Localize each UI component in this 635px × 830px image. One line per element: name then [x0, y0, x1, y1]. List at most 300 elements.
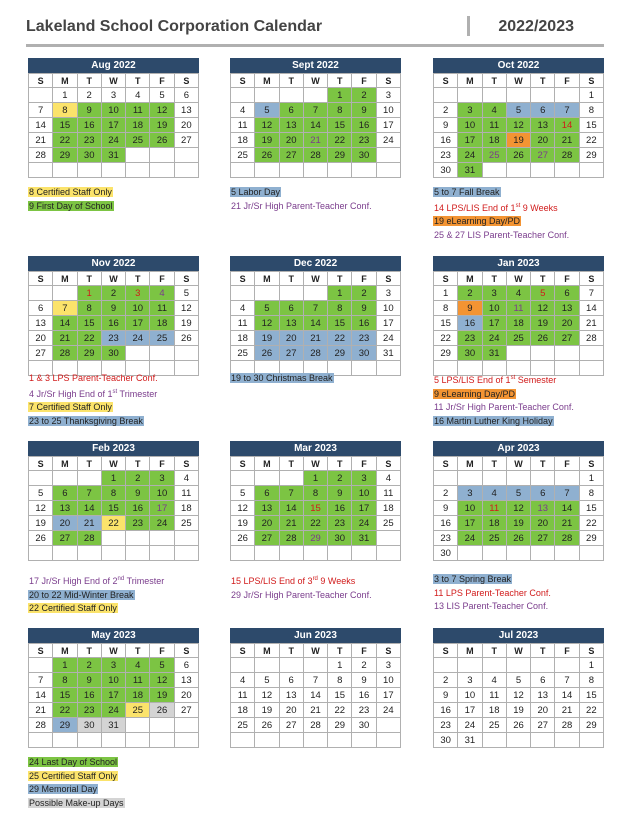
day-cell: 1: [53, 88, 77, 103]
day-cell: 24: [376, 703, 400, 718]
week-row: [29, 148, 199, 163]
note-text: 5 Labor Day: [231, 187, 281, 197]
day-cell: 7: [303, 103, 327, 118]
month-title: Feb 2023: [28, 441, 199, 456]
weekday-header: T: [531, 272, 555, 286]
empty-day-cell: [279, 733, 303, 748]
calendar-note: [28, 589, 228, 603]
weekday-header: F: [555, 74, 579, 88]
weekday-header: S: [174, 74, 198, 88]
day-cell: 28: [555, 718, 579, 733]
month-dec-2022: [230, 256, 401, 376]
day-cell: 18: [150, 316, 174, 331]
week-row: [434, 118, 604, 133]
empty-day-cell: [458, 88, 482, 103]
day-cell: 16: [458, 316, 482, 331]
day-cell: 16: [101, 316, 125, 331]
empty-day-cell: [231, 163, 255, 178]
note-text: 20 to 22 Mid-Winter Break: [29, 589, 134, 600]
week-row: [231, 733, 401, 748]
calendar-note: [433, 388, 633, 402]
day-cell: 28: [303, 148, 327, 163]
day-cell: 21: [555, 133, 579, 148]
week-row: [231, 546, 401, 561]
day-cell: 13: [53, 501, 77, 516]
day-cell: 10: [458, 501, 482, 516]
weekday-header: S: [29, 272, 53, 286]
day-cell: 11: [376, 486, 400, 501]
day-cell: 9: [77, 103, 101, 118]
weekday-header: M: [53, 644, 77, 658]
notes-nov: [28, 372, 228, 428]
note-text: 9 eLearning Day/PD: [434, 388, 516, 399]
day-cell: 20: [531, 703, 555, 718]
day-cell: 1: [77, 286, 101, 301]
note-text: 9 First Day of School: [29, 200, 113, 211]
calendar-note: [230, 589, 430, 603]
weekday-header: T: [77, 644, 101, 658]
week-row: [29, 133, 199, 148]
calendar-note: [433, 372, 633, 388]
day-cell: 1: [303, 471, 327, 486]
calendar-note: [433, 229, 633, 243]
notes-oct: [433, 186, 633, 242]
day-cell: 21: [29, 133, 53, 148]
week-row: [231, 673, 401, 688]
empty-day-cell: [376, 148, 400, 163]
day-cell: 14: [555, 501, 579, 516]
month-grid: [433, 271, 604, 376]
day-cell: 12: [255, 688, 279, 703]
week-row: [231, 486, 401, 501]
day-cell: 26: [150, 133, 174, 148]
weekday-header: M: [53, 272, 77, 286]
weekday-header: F: [352, 272, 376, 286]
day-cell: 24: [126, 331, 150, 346]
empty-day-cell: [434, 471, 458, 486]
weekday-header: S: [231, 457, 255, 471]
month-may-2023: [28, 628, 199, 748]
note-text: 23 to 25 Thanksgiving Break: [29, 415, 143, 426]
weekday-header: T: [531, 644, 555, 658]
notes-aug: [28, 186, 228, 213]
week-row: [434, 501, 604, 516]
notes-sep: [230, 186, 430, 213]
day-cell: 17: [101, 688, 125, 703]
day-cell: 12: [150, 103, 174, 118]
day-cell: 4: [482, 486, 506, 501]
day-cell: 5: [150, 658, 174, 673]
day-cell: 12: [174, 301, 198, 316]
day-cell: 6: [174, 88, 198, 103]
empty-day-cell: [150, 346, 174, 361]
empty-day-cell: [531, 471, 555, 486]
day-cell: 27: [255, 531, 279, 546]
day-cell: 28: [29, 718, 53, 733]
day-cell: 25: [231, 346, 255, 361]
day-cell: 22: [328, 331, 352, 346]
day-cell: 27: [174, 703, 198, 718]
empty-day-cell: [150, 718, 174, 733]
day-cell: 18: [126, 688, 150, 703]
day-cell: 5: [506, 103, 530, 118]
week-row: [434, 331, 604, 346]
calendar-note: [433, 600, 633, 614]
day-cell: 5: [506, 673, 530, 688]
day-cell: 9: [434, 501, 458, 516]
day-cell: 9: [434, 118, 458, 133]
day-cell: 17: [482, 316, 506, 331]
day-cell: 20: [279, 331, 303, 346]
weekday-header: T: [279, 457, 303, 471]
day-cell: 1: [579, 88, 603, 103]
day-cell: 20: [531, 133, 555, 148]
weekday-header: T: [531, 457, 555, 471]
empty-day-cell: [482, 546, 506, 561]
weekday-header: T: [531, 74, 555, 88]
empty-day-cell: [531, 88, 555, 103]
week-row: [231, 718, 401, 733]
weekday-header: T: [482, 644, 506, 658]
week-row: [434, 163, 604, 178]
day-cell: 31: [458, 163, 482, 178]
week-row: [434, 471, 604, 486]
day-cell: 19: [174, 316, 198, 331]
day-cell: 7: [555, 673, 579, 688]
day-cell: 3: [126, 286, 150, 301]
day-cell: 26: [506, 531, 530, 546]
day-cell: 11: [231, 118, 255, 133]
day-cell: 22: [53, 703, 77, 718]
day-cell: 25: [150, 331, 174, 346]
day-cell: 15: [328, 118, 352, 133]
day-cell: 5: [531, 286, 555, 301]
day-cell: 21: [303, 133, 327, 148]
note-text: 11 LPS Parent-Teacher Conf.: [434, 587, 551, 598]
day-cell: 5: [231, 486, 255, 501]
day-cell: 6: [255, 486, 279, 501]
day-cell: 31: [376, 346, 400, 361]
day-cell: 29: [579, 718, 603, 733]
day-cell: 8: [101, 486, 125, 501]
month-title: Dec 2022: [230, 256, 401, 271]
day-cell: 11: [174, 486, 198, 501]
week-row: [231, 316, 401, 331]
day-cell: 23: [352, 133, 376, 148]
day-cell: 8: [328, 673, 352, 688]
empty-day-cell: [126, 718, 150, 733]
day-cell: 24: [352, 516, 376, 531]
empty-day-cell: [434, 88, 458, 103]
empty-day-cell: [555, 163, 579, 178]
weekday-header: F: [352, 74, 376, 88]
week-row: [434, 301, 604, 316]
day-cell: 16: [352, 118, 376, 133]
month-oct-2022: [433, 58, 604, 178]
day-cell: 19: [29, 516, 53, 531]
day-cell: 15: [303, 501, 327, 516]
note-text: 13 LIS Parent-Teacher Conf.: [434, 601, 549, 611]
day-cell: 27: [174, 133, 198, 148]
empty-day-cell: [482, 658, 506, 673]
day-cell: 6: [531, 673, 555, 688]
day-cell: 12: [506, 118, 530, 133]
week-row: [231, 471, 401, 486]
day-cell: 21: [53, 331, 77, 346]
day-cell: 13: [29, 316, 53, 331]
day-cell: 23: [77, 133, 101, 148]
empty-day-cell: [255, 88, 279, 103]
month-aug-2022: [28, 58, 199, 178]
empty-day-cell: [150, 546, 174, 561]
day-cell: 8: [328, 301, 352, 316]
day-cell: 13: [174, 673, 198, 688]
empty-day-cell: [482, 163, 506, 178]
weekday-header: F: [150, 272, 174, 286]
empty-day-cell: [29, 471, 53, 486]
day-cell: 8: [77, 301, 101, 316]
empty-day-cell: [458, 546, 482, 561]
day-cell: 13: [531, 118, 555, 133]
day-cell: 17: [376, 688, 400, 703]
weekday-header: M: [53, 457, 77, 471]
day-cell: 19: [506, 516, 530, 531]
day-cell: 24: [101, 133, 125, 148]
weekday-header: W: [303, 644, 327, 658]
weekday-header: S: [376, 74, 400, 88]
day-cell: 31: [101, 718, 125, 733]
weekday-header: M: [458, 74, 482, 88]
day-cell: 18: [174, 501, 198, 516]
day-cell: 26: [506, 718, 530, 733]
day-cell: 25: [231, 148, 255, 163]
empty-day-cell: [579, 163, 603, 178]
empty-day-cell: [279, 546, 303, 561]
day-cell: 7: [77, 486, 101, 501]
day-cell: 29: [303, 531, 327, 546]
day-cell: 7: [29, 673, 53, 688]
day-cell: 25: [231, 718, 255, 733]
empty-day-cell: [53, 163, 77, 178]
day-cell: 10: [352, 486, 376, 501]
day-cell: 8: [53, 673, 77, 688]
day-cell: 13: [531, 688, 555, 703]
day-cell: 4: [506, 286, 530, 301]
day-cell: 26: [506, 148, 530, 163]
day-cell: 1: [53, 658, 77, 673]
calendar-note: [433, 200, 633, 216]
day-cell: 31: [352, 531, 376, 546]
day-cell: 12: [255, 118, 279, 133]
empty-day-cell: [506, 471, 530, 486]
school-year: 2022/2023: [498, 18, 574, 35]
day-cell: 24: [376, 331, 400, 346]
week-row: [29, 501, 199, 516]
day-cell: 18: [126, 118, 150, 133]
weekday-header: M: [458, 272, 482, 286]
month-title: Oct 2022: [433, 58, 604, 73]
week-row: [434, 133, 604, 148]
weekday-header: F: [555, 272, 579, 286]
day-cell: 7: [53, 301, 77, 316]
empty-day-cell: [255, 471, 279, 486]
empty-day-cell: [53, 733, 77, 748]
day-cell: 6: [531, 486, 555, 501]
day-cell: 10: [101, 103, 125, 118]
month-grid: [433, 73, 604, 178]
day-cell: 13: [174, 103, 198, 118]
notes-apr: [433, 573, 633, 614]
day-cell: 1: [579, 471, 603, 486]
notes-mar: [230, 573, 430, 602]
day-cell: 15: [53, 118, 77, 133]
week-row: [231, 531, 401, 546]
empty-day-cell: [506, 163, 530, 178]
week-row: [29, 286, 199, 301]
week-row: [231, 148, 401, 163]
day-cell: 11: [126, 673, 150, 688]
month-title: Aug 2022: [28, 58, 199, 73]
day-cell: 14: [555, 118, 579, 133]
empty-day-cell: [126, 546, 150, 561]
weekday-header: S: [29, 457, 53, 471]
month-title: Jul 2023: [433, 628, 604, 643]
day-cell: 27: [29, 346, 53, 361]
day-cell: 19: [231, 516, 255, 531]
day-cell: 4: [231, 673, 255, 688]
day-cell: 18: [231, 133, 255, 148]
day-cell: 25: [482, 148, 506, 163]
day-cell: 10: [458, 118, 482, 133]
day-cell: 2: [77, 658, 101, 673]
day-cell: 26: [531, 331, 555, 346]
day-cell: 15: [77, 316, 101, 331]
week-row: [231, 658, 401, 673]
day-cell: 21: [555, 516, 579, 531]
day-cell: 30: [77, 148, 101, 163]
day-cell: 17: [376, 118, 400, 133]
empty-day-cell: [126, 733, 150, 748]
week-row: [434, 516, 604, 531]
empty-day-cell: [150, 531, 174, 546]
empty-day-cell: [255, 163, 279, 178]
day-cell: 13: [279, 118, 303, 133]
day-cell: 7: [555, 103, 579, 118]
empty-day-cell: [126, 163, 150, 178]
day-cell: 20: [53, 516, 77, 531]
weekday-header: T: [482, 457, 506, 471]
week-row: [434, 316, 604, 331]
empty-day-cell: [174, 163, 198, 178]
day-cell: 3: [376, 286, 400, 301]
empty-day-cell: [482, 88, 506, 103]
empty-day-cell: [53, 546, 77, 561]
month-title: May 2023: [28, 628, 199, 643]
day-cell: 13: [279, 688, 303, 703]
month-title: Nov 2022: [28, 256, 199, 271]
month-grid: [28, 73, 199, 178]
day-cell: 19: [506, 133, 530, 148]
weekday-header: F: [555, 457, 579, 471]
day-cell: 2: [458, 286, 482, 301]
weekday-header: S: [29, 74, 53, 88]
note-text: 17 Jr/Sr High End of 2nd Trimester: [29, 576, 165, 586]
week-row: [231, 103, 401, 118]
week-row: [231, 346, 401, 361]
day-cell: 12: [506, 688, 530, 703]
day-cell: 8: [434, 301, 458, 316]
empty-day-cell: [150, 148, 174, 163]
weekday-header: S: [231, 644, 255, 658]
empty-day-cell: [174, 148, 198, 163]
weekday-header: S: [434, 272, 458, 286]
day-cell: 3: [150, 471, 174, 486]
day-cell: 4: [126, 658, 150, 673]
day-cell: 22: [77, 331, 101, 346]
empty-day-cell: [482, 733, 506, 748]
day-cell: 27: [555, 331, 579, 346]
day-cell: 11: [150, 301, 174, 316]
day-cell: 23: [434, 148, 458, 163]
empty-day-cell: [29, 88, 53, 103]
day-cell: 1: [101, 471, 125, 486]
calendar-note: [433, 573, 633, 587]
day-cell: 10: [376, 103, 400, 118]
note-text: 29 Jr/Sr High Parent-Teacher Conf.: [231, 589, 372, 600]
day-cell: 2: [352, 286, 376, 301]
week-row: [231, 501, 401, 516]
day-cell: 18: [506, 316, 530, 331]
day-cell: 30: [434, 733, 458, 748]
day-cell: 15: [434, 316, 458, 331]
day-cell: 24: [458, 718, 482, 733]
day-cell: 22: [579, 703, 603, 718]
day-cell: 17: [101, 118, 125, 133]
calendar-note: [230, 186, 430, 200]
day-cell: 2: [352, 658, 376, 673]
week-row: [231, 118, 401, 133]
day-cell: 14: [29, 688, 53, 703]
day-cell: 9: [101, 301, 125, 316]
day-cell: 8: [579, 103, 603, 118]
day-cell: 8: [579, 486, 603, 501]
day-cell: 21: [303, 331, 327, 346]
week-row: [29, 346, 199, 361]
week-row: [434, 673, 604, 688]
day-cell: 21: [303, 703, 327, 718]
weekday-header: T: [77, 74, 101, 88]
note-text: 19 eLearning Day/PD: [434, 216, 521, 226]
day-cell: 15: [579, 688, 603, 703]
weekday-header: T: [279, 74, 303, 88]
day-cell: 15: [579, 118, 603, 133]
day-cell: 23: [328, 516, 352, 531]
day-cell: 9: [126, 486, 150, 501]
note-text: 5 LPS/LIS End of 1st Semester: [434, 375, 557, 385]
day-cell: 11: [482, 501, 506, 516]
week-row: [434, 688, 604, 703]
empty-day-cell: [231, 658, 255, 673]
day-cell: 25: [482, 718, 506, 733]
month-jul-2023: [433, 628, 604, 748]
day-cell: 7: [279, 486, 303, 501]
day-cell: 4: [231, 301, 255, 316]
day-cell: 9: [328, 486, 352, 501]
calendar-note: [28, 401, 228, 415]
day-cell: 7: [303, 301, 327, 316]
day-cell: 29: [53, 148, 77, 163]
day-cell: 30: [352, 346, 376, 361]
